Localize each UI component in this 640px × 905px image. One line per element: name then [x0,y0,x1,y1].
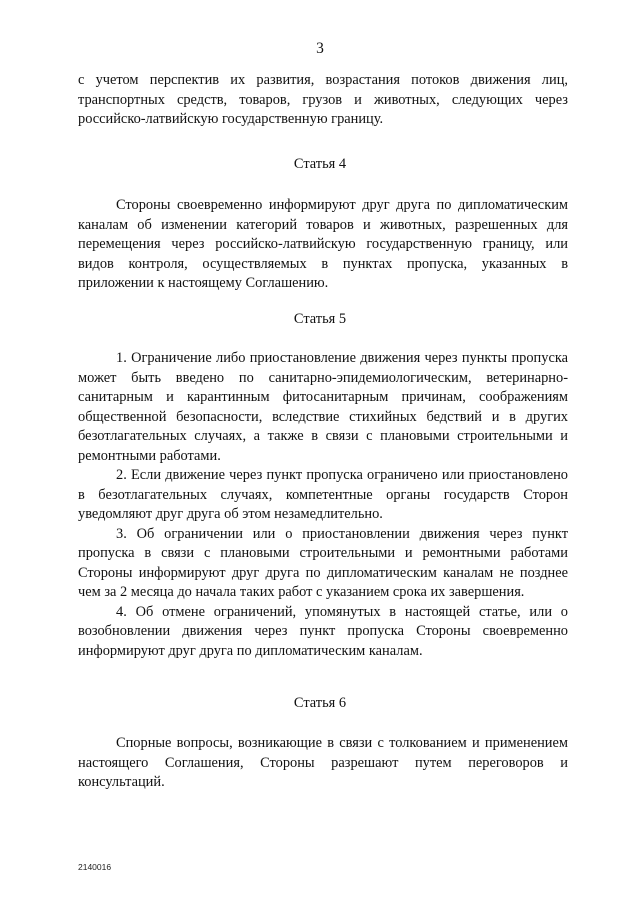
document-code: 2140016 [78,862,112,872]
article-5-item-4: 4. Об отмене ограничений, упомянутых в настоящей статье, или о возобновлении движения через пункт пропуска Стороны своевременно информируют друг друга по дипломатическим каналам. [78,603,568,659]
article-5-item-2: 2. Если движение через пункт пропуска ограничено или приостановлено в безотлагательных случаях, компетентные органы государств Сторон уведомляют друг друга об этом незамедлительно. [78,467,568,522]
intro-paragraph-block [78,71,568,130]
article-5-item-3: 3. Об ограничении или о приостановлении движения через пункт пропуска в связи с плановыми строительными и ремонтными работами Стороны информируют друг друга по дипломатическим каналам не позднее чем за 2 месяца до начала таких работ с указанием срока их завершения. [78,525,568,600]
page-number: 3 [316,40,324,57]
article-5-body [78,349,568,661]
article-6-paragraph: Спорные вопросы, возникающие в связи с толкованием и применением настоящего Соглашения, Стороны разрешают путем переговоров и консультаций. [78,735,568,790]
article-4-title: Статья 4 [293,156,347,172]
intro-paragraph: с учетом перспектив их развития, возрастания потоков движения лиц, транспортных средств, товаров, грузов и животных, следующих через российско-латвийскую государственную границу. [78,72,568,127]
article-4-body [78,196,568,294]
article-6-body [78,734,568,793]
article-6-title: Статья 6 [293,695,347,711]
article-5-title: Статья 5 [293,311,347,327]
article-4-paragraph: Стороны своевременно информируют друг друга по дипломатическим каналам об изменении категорий товаров и животных, разрешенных для перемещения через российско-латвийскую государственную границу, или видов контроля, осуществляемых в пунктах пропуска, указанных в приложении к настоящему Соглашению. [78,197,568,291]
article-5-item-1: 1. Ограничение либо приостановление движения через пункты пропуска может быть введено по санитарно-эпидемиологическим, ветеринарно-санитарным и карантинным фитосанитарным причинам, соображениям общественной безопасности, вследствие стихийных бедствий и в других безотлагательных случаях, а также в связи с плановыми строительными и ремонтными работами. [78,350,568,464]
